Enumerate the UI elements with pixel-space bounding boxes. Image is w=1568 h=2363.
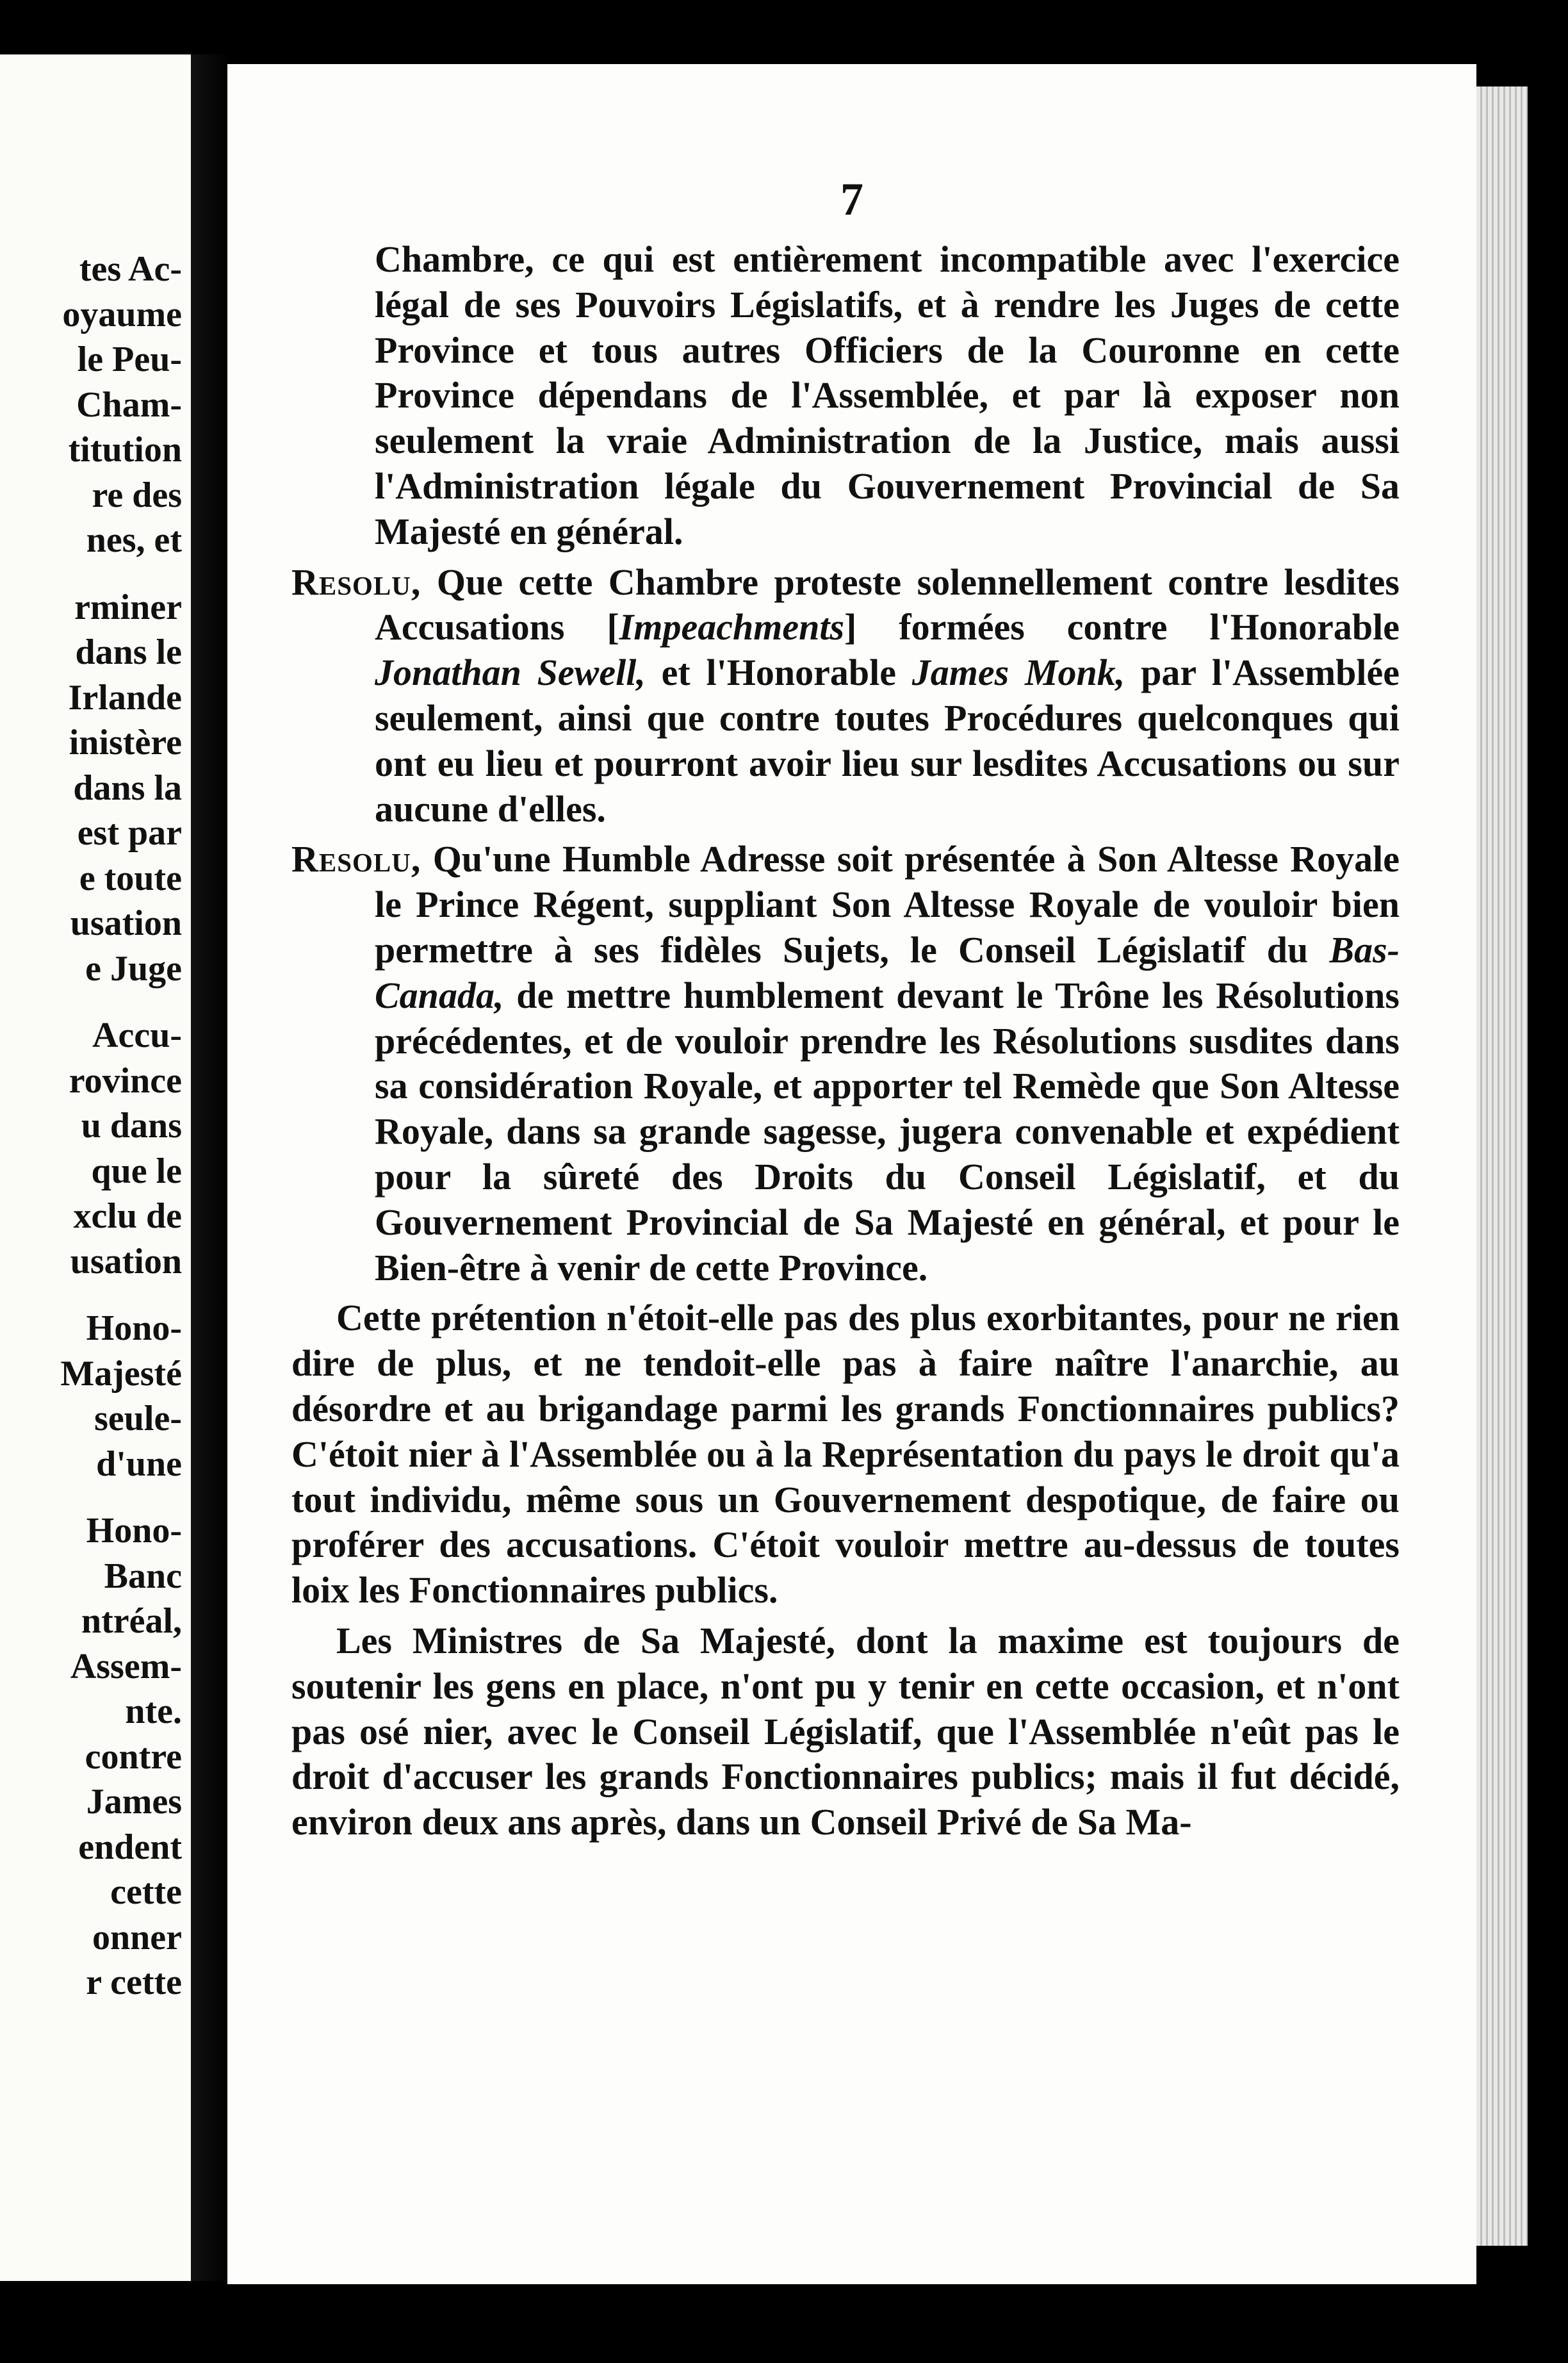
left-fragment-line: re des (92, 475, 182, 515)
italic-place: Bas-Canada, (375, 928, 1400, 1016)
left-fragment-line: endent (78, 1827, 182, 1867)
text-run: Que cette Chambre proteste solennellement contre lesdites Accusations [ (375, 561, 1400, 648)
left-fragment-line (0, 1486, 182, 1508)
left-fragment-line: xclu de (73, 1196, 182, 1236)
text-run: Qu'une Humble Adresse soit présentée à Son Altesse Royale le Prince Régent, suppliant Son Altesse Royale de vouloir bien permettre à ses fidèles Sujets, le Conseil Législatif du (375, 838, 1400, 971)
left-fragment-line: James (86, 1782, 182, 1822)
left-fragment-line: est par (77, 813, 182, 853)
left-fragment-line: oyaume (62, 294, 182, 334)
left-fragment-line: tes Ac- (79, 249, 182, 289)
page-body (291, 237, 1400, 1850)
left-fragment-line: Irlande (68, 677, 182, 718)
left-fragment-line: rovince (69, 1060, 182, 1101)
left-fragment-line: rminer (74, 587, 182, 627)
left-fragment-line: Hono- (86, 1511, 182, 1551)
left-fragment-line: nes, et (86, 520, 182, 560)
left-fragment-line: e Juge (85, 948, 182, 989)
main-page (227, 64, 1476, 2284)
paragraph-continuation: Chambre, ce qui est entièrement incompatible avec l'exercice légal de ses Pouvoirs Législatifs, et à rendre les Juges de cette Province et tous autres Officiers de la Couronne en cette Province dépendans de l'Assemblée, et par là exposer non seulement la vraie Administration de la Justice, mais aussi l'Administration légale du Gouvernement Provincial de Sa Majesté en général. (375, 238, 1400, 552)
left-fragment-line: onner (92, 1917, 182, 1957)
page-stack-edge (1476, 86, 1528, 2246)
text-run: et l'Honorable (645, 652, 912, 694)
left-fragment-line (0, 991, 182, 1013)
left-fragment-line: usation (70, 1241, 182, 1281)
book-gutter (191, 54, 229, 2281)
text-run: de mettre humblement devant le Trône les Résolutions précédentes, et de vouloir prendre les Résolutions susdites dans sa considération Royale, et apporter tel Remède que Son Altesse Royale, dans sa grande sagesse, jugera convenable et expédient pour la sûreté des Droits du Conseil Législatif, et du Gouvernement Provincial de Sa Majesté en général, et pour le Bien-être à venir de cette Province. (375, 974, 1400, 1289)
left-fragment-line: u dans (81, 1106, 182, 1146)
left-fragment-line: titution (68, 430, 182, 470)
left-fragment-line: ntréal, (81, 1601, 182, 1641)
left-fragment-line: contre (85, 1736, 182, 1777)
paragraph-resolu-1 (291, 560, 1400, 832)
left-fragment-line: le Peu- (77, 340, 182, 379)
page-number: 7 (840, 174, 863, 225)
resolu-label: Resolu, (291, 561, 421, 603)
left-fragment-line: Assem- (70, 1646, 182, 1686)
left-fragment-line: e toute (79, 858, 182, 898)
text-run: par l'Assemblée seulement, ainsi que contre toutes Procédures quelconques qui ont eu lieu et pourront avoir lieu sur lesdites Accusations ou sur aucune d'elles. (375, 652, 1400, 830)
paragraph-ministers: Les Ministres de Sa Majesté, dont la maxime est toujours de soutenir les gens en place, n'ont pu y tenir en cette occasion, et n'ont pas osé nier, avec le Conseil Législatif, que l'Assemblée n'eût pas le droit d'accuser les grands Fonctionnaires publics; mais il fut décidé, environ deux ans après, dans un Conseil Privé de Sa Ma- (291, 1619, 1400, 1843)
left-fragment-line: Hono- (86, 1308, 182, 1348)
left-fragment-line: inistère (69, 723, 182, 762)
left-fragment-line: Banc (104, 1556, 182, 1596)
paragraph-commentary: Cette prétention n'étoit-elle pas des plus exorbitantes, pour ne rien dire de plus, et ne tendoit-elle pas à faire naître l'anarchie, au désordre et au brigandage parmi les grands Fonctionnaires publics? C'étoit nier à l'Assemblée ou à la Représentation du pays le droit qu'a tout individu, même sous un Gouvernement despotique, de faire ou proférer des accusations. C'étoit vouloir mettre au-dessus de toutes loix les Fonctionnaires publics. (291, 1297, 1400, 1611)
resolu-label: Resolu, (291, 838, 421, 880)
left-page-text-fragments (0, 247, 182, 2005)
paragraph-resolu-2 (291, 837, 1400, 1290)
italic-name: Jonathan Sewell, (375, 652, 646, 694)
left-fragment-line: Majesté (60, 1353, 182, 1394)
italic-term: Impeachments (619, 606, 845, 648)
left-fragment-line: nte. (125, 1692, 182, 1731)
left-fragment-line: r cette (86, 1963, 182, 2002)
italic-name: James Monk, (911, 652, 1125, 694)
left-fragment-line (0, 1284, 182, 1306)
left-fragment-line (0, 563, 182, 585)
left-fragment-line: cette (110, 1872, 182, 1912)
left-fragment-line: dans la (73, 768, 182, 808)
left-facing-page (0, 54, 191, 2281)
left-fragment-line: d'une (96, 1444, 182, 1484)
text-run: ] formées contre l'Honorable (844, 606, 1400, 648)
left-fragment-line: seule- (94, 1399, 182, 1438)
left-fragment-line: que le (91, 1151, 182, 1191)
left-fragment-line: usation (70, 903, 182, 943)
left-fragment-line: Cham- (76, 384, 182, 425)
left-fragment-line: dans le (75, 632, 182, 672)
left-fragment-line: Accu- (92, 1016, 182, 1055)
